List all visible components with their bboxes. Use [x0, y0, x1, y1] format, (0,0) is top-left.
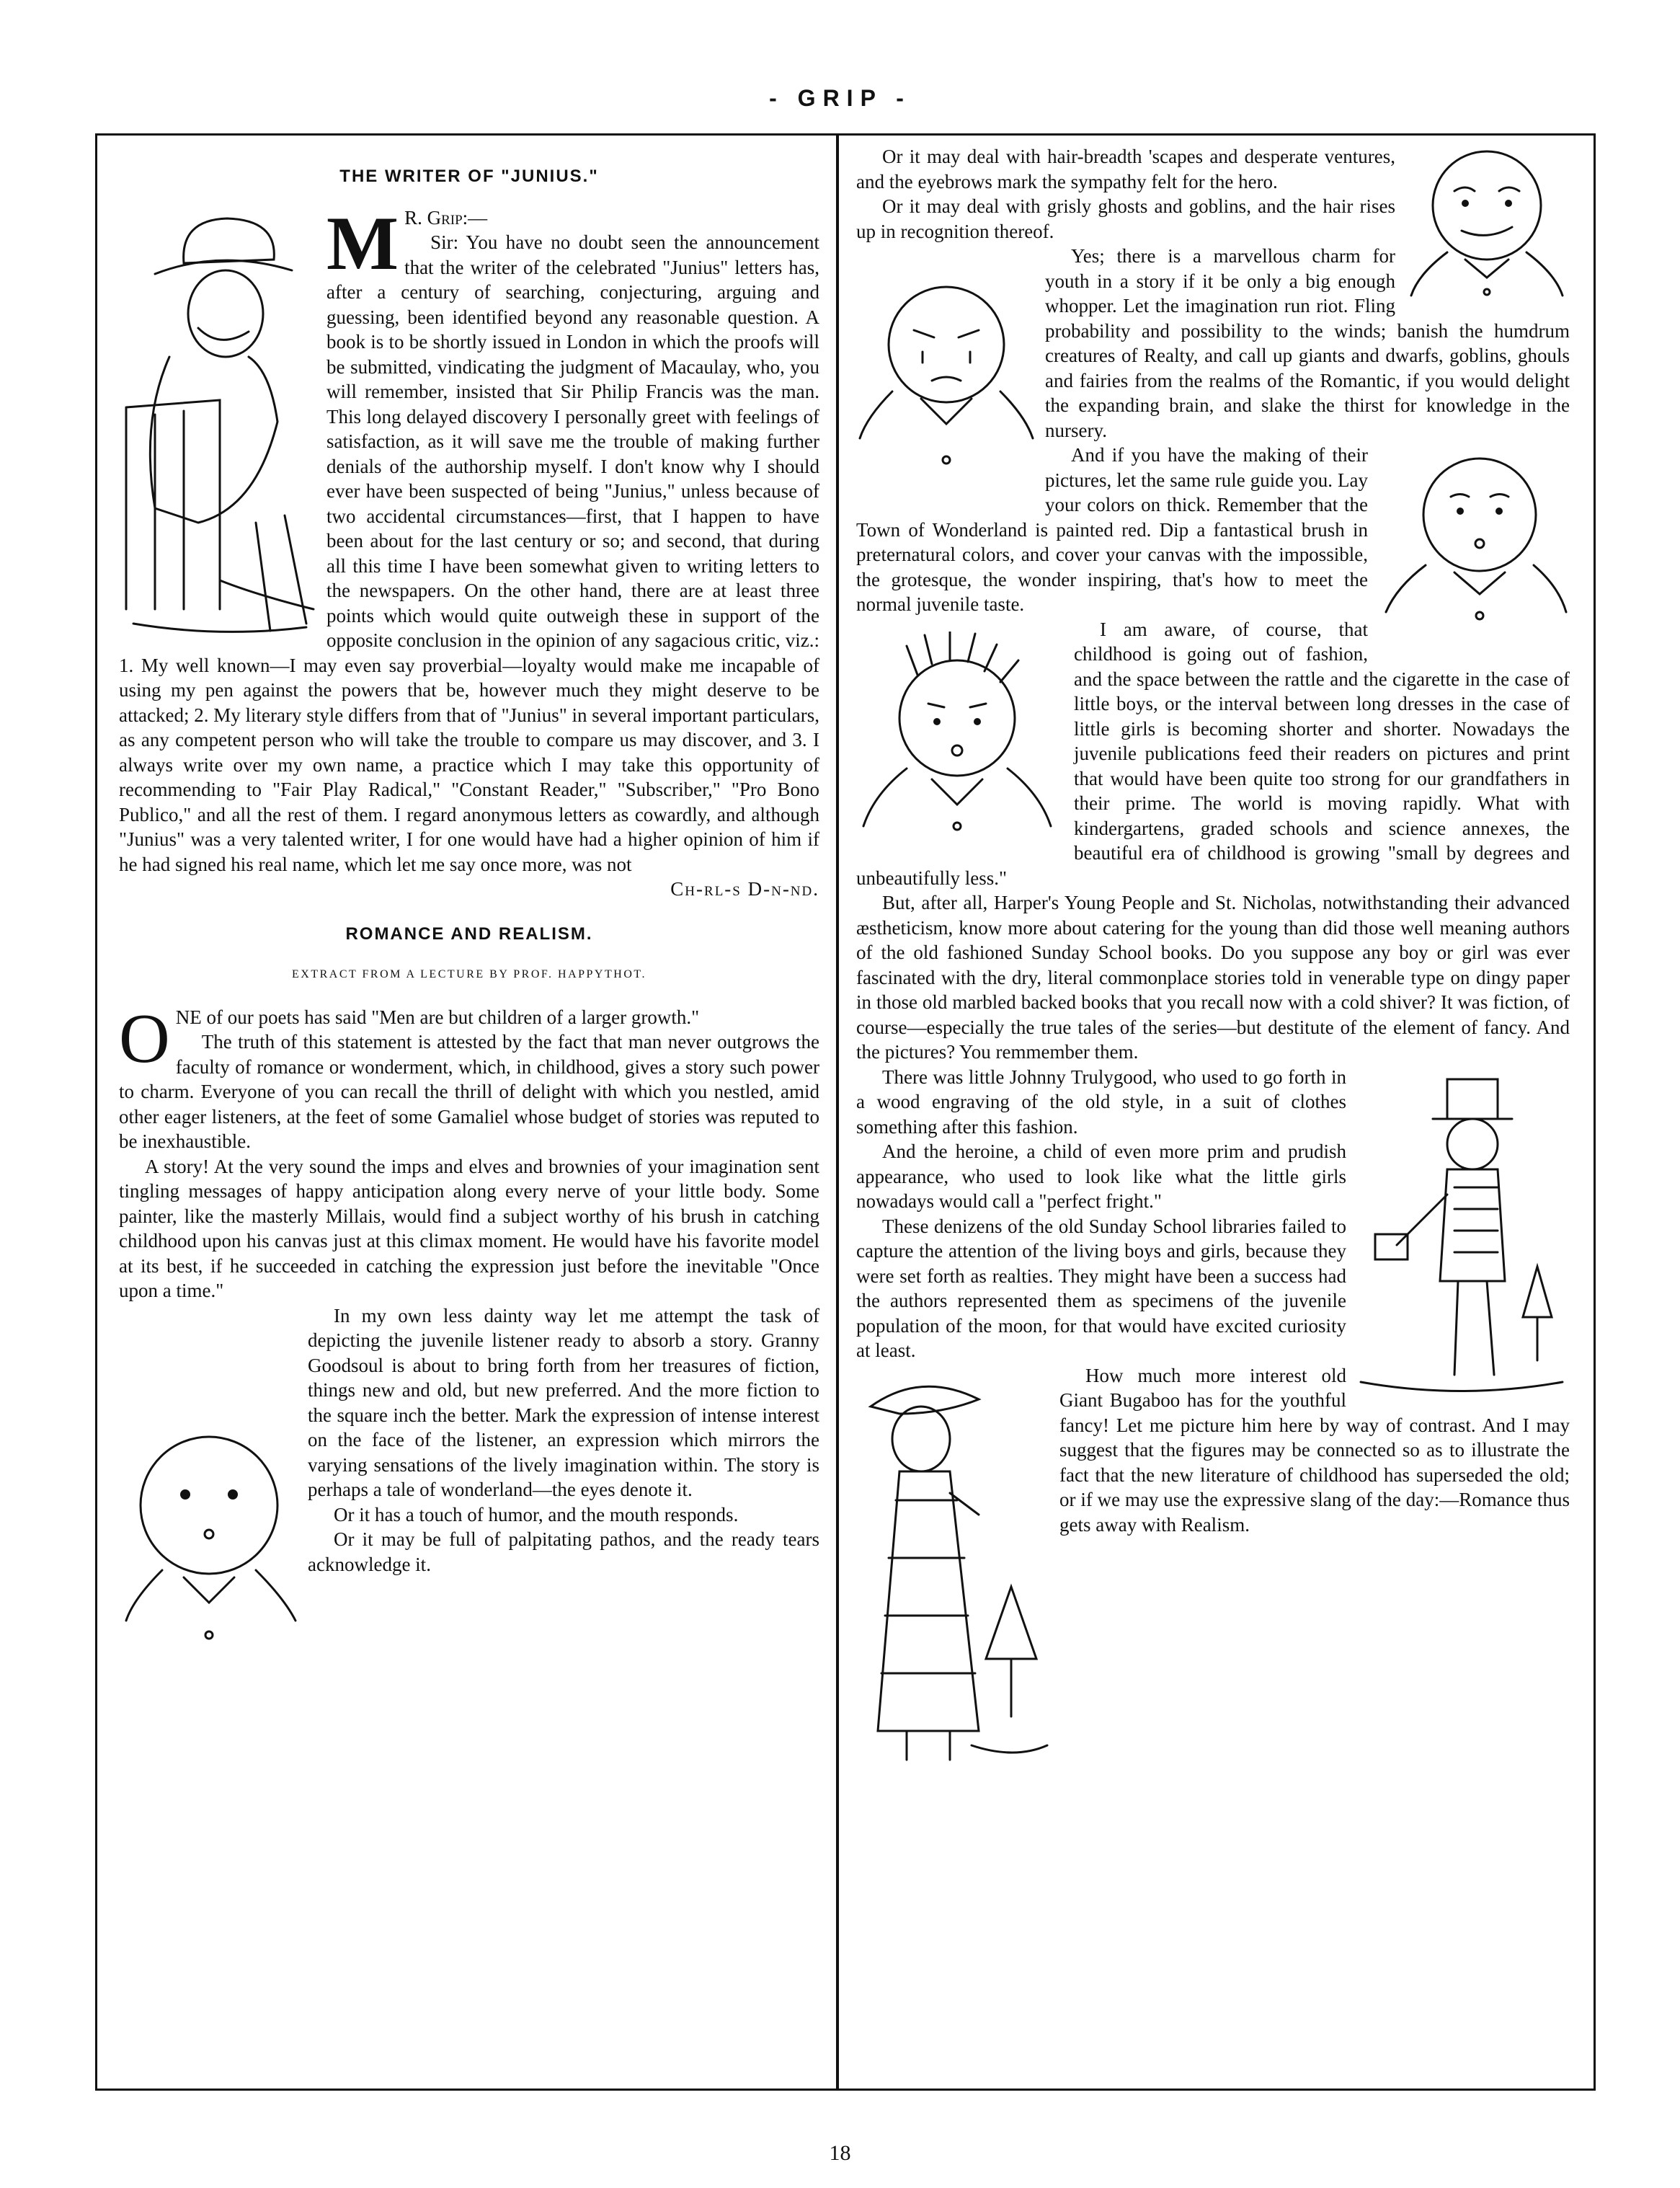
column-rule [836, 135, 839, 2089]
romance-paragraph-5: Or it has a touch of humor, and the mouth responds. [334, 1503, 739, 1525]
romance-dropcap: O [119, 999, 170, 1078]
right-paragraph-10: How much more interest old Giant Bugaboo has for the youthful fancy! Let me picture him here by way of contrast. And I may suggest that the figures may be connected so as to illustrate the fact that the new literature of childhood has superseded the old; or if we may use the expressive slang of the day:—Romance thus gets away with Realism. [1059, 1364, 1570, 1536]
romance-paragraph-4: In my own less dainty way let me attempt the task of depicting the juvenile listener ready to absorb a story. Granny Goodsoul is about to bring forth from her treasures of fiction, things new and old, but new preferred. And the more fiction to the square inch the better. Mark the expression of intense interest on the face of the listener, an expression which mirrors the varying sensations of the lively imagination within. The story is perhaps a tale of wonderland—the eyes denote it. [308, 1304, 819, 1500]
johnny-trulygood-illustration [1354, 1072, 1570, 1404]
romance-title: ROMANCE AND REALISM. [345, 924, 593, 944]
surprised-child-face-illustration [1375, 450, 1570, 659]
raised-eyebrows-face-illustration [1404, 144, 1570, 317]
junius-salutation: M R. Grip:— [326, 200, 488, 285]
romance-subtitle: EXTRACT FROM A LECTURE BY PROF. HAPPYTHOT. [292, 968, 646, 980]
right-paragraph-6: But, after all, Harper's Young People and St. Nicholas, notwithstanding their advanced æstheticism, know more about catering for the young than did those well meaning authors of the old fashioned Sunday School books. Do you suppose any boy or girl was ever fascinated with the dry, literal commonplace stories told in venerable type on dingy paper in those old marbled backed books that you recall now with a cold shiver? It was fiction, of course—especially the true tales of the series—but destitute of the element of fancy. And the pictures? You remmember them. [856, 892, 1570, 1063]
old-man-writing-illustration [119, 205, 321, 638]
masthead: - GRIP - [769, 85, 911, 111]
right-column [856, 144, 1570, 2083]
left-column [119, 144, 819, 2083]
romance-paragraph-6: Or it may be full of palpitating pathos, and the ready tears acknowledge it. [308, 1528, 819, 1575]
junius-title: THE WRITER OF "JUNIUS." [339, 167, 599, 186]
right-paragraph-7: There was little Johnny Trulygood, who used to go forth in a wood engraving of the old style, in a suit of clothes something after this fashion. [856, 1066, 1346, 1138]
junius-dropcap: M [326, 200, 399, 285]
romance-paragraph-1: ONE of our poets has said "Men are but children of a larger growth." [119, 999, 700, 1078]
junius-signature: Ch-rl-s D-n-nd. [670, 878, 819, 900]
page-number: 18 [829, 2141, 851, 2165]
hair-on-end-child-illustration [856, 632, 1065, 848]
right-paragraph-9: These denizens of the old Sunday School libraries failed to capture the attention of the living boys and girls, because they were set forth as realties. They might have been a success had the authors represented them as specimens of the juvenile population of the moon, for that would have excited curiosity at least. [856, 1215, 1346, 1361]
right-paragraph-8: And the heroine, a child of even more prim and prudish appearance, who used to look like what the little girls nowadays would call a "perfect fright." [856, 1140, 1346, 1212]
romance-paragraph-3: A story! At the very sound the imps and elves and brownies of your imagination sent tingling messages of happy anticipation along every nerve of your little body. Some painter, like the masterly Millais, would find a subject worthy of his brush in catching childhood upon his canvas just at this climax moment. He would have his favorite model at its best, if he succeeded in catching the expression just before the inevitable "Once upon a time." [119, 1155, 819, 1301]
right-paragraph-2: Or it may deal with grisly ghosts and goblins, and the hair rises up in recognition thereof. [856, 195, 1395, 242]
wide-eyed-child-face-illustration [119, 1426, 299, 1686]
junius-body: Sir: You have no doubt seen the announcement that the writer of the celebrated "Junius" letters has, after a century of searching, conjecturing, arguing and guessing, been identified beyond any reasonable question. A book is to be shortly issued in London in which the proofs will be submitted, vindicating the judgment of Macaulay, who, you will remember, insisted that Sir Philip Francis was the man. This long delayed discovery I personally greet with feelings of satisfaction, as it will save me the trouble of making further denials of the authorship myself. I don't know why I should ever have been suspected of being "Junius," unless because of two accidental circumstances—first, that I happen to have been about for the last century or so; and second, that during all this time I have been somewhat given to writing letters to the newspapers. On the other hand, there are at least three points which would quite outweigh these in support of the opposite conclusion in the opinion of any sagacious critic, viz.: 1. My well known—I may even say proverbial—loyalty would make me incapable of using my pen against the powers that be, however much they might deserve to be attacked; 2. My literary style differs from that of "Junius" in several important particulars, as any competent person who will take the trouble to compare us may discover, and 3. I always write over my own name, a practice which I may take this opportunity of recommending to "Fair Play Radical," "Constant Reader," "Subscriber," "Pro Bono Publico," and all the rest of them. I regard anonymous letters as cowardly, and although "Junius" was a very talented writer, I for one would have had a higher opinion of him if he had signed his real name, which let me say once more, was not [119, 231, 819, 875]
romance-paragraph-2: The truth of this statement is attested by the fact that man never outgrows the faculty of romance or wonderment, which, in childhood, gives a story such power to charm. Everyone of you can recall the thrill of delight with which you nestled, amid other eager listeners, at the feet of some Gamaliel whose budget of stories was reputed to be inexhaustible. [119, 1031, 819, 1152]
right-paragraph-3: Yes; there is a marvellous charm for youth in a story if it be only a big enough whopper. Let the imagination run riot. Fling probability and possibility to the winds; banish the humdrum creatures of Realty, and call up giants and dwarfs, goblins, ghouls and fairies from the realms of the Romantic, if you would delight the expanding brain, and slake the thirst for knowledge in the nursery. [1045, 245, 1570, 441]
prim-girl-illustration [856, 1370, 1051, 1774]
right-paragraph-5: I am aware, of course, that childhood is going out of fashion, and the space between the rattle and the cigarette in the case of little boys, or the interval between long dresses in the case of little girls is becoming shorter and shorter. Nowadays the juvenile publications feed their readers on pictures and print that would have been quite too strong for our grandfathers in their prime. The world is moving rapidly. What with kindergartens, graded schools and science annexes, the beautiful era of childhood is growing "small by degrees and unbeautifully less." [856, 618, 1570, 889]
crying-child-face-illustration [856, 273, 1036, 503]
right-paragraph-4: And if you have the making of their pictures, let the same rule guide you. Lay your colors on thick. Remember that the Town of Wonderland is painted red. Dip a fantastical brush in preternatural colors, and cover your canvas with the impossible, the grotesque, the wonder inspiring, that's how to meet the normal juvenile taste. [856, 444, 1368, 615]
right-paragraph-1: Or it may deal with hair-breadth 'scapes and desperate ventures, and the eyebrows mark the sympathy felt for the hero. [856, 146, 1395, 192]
